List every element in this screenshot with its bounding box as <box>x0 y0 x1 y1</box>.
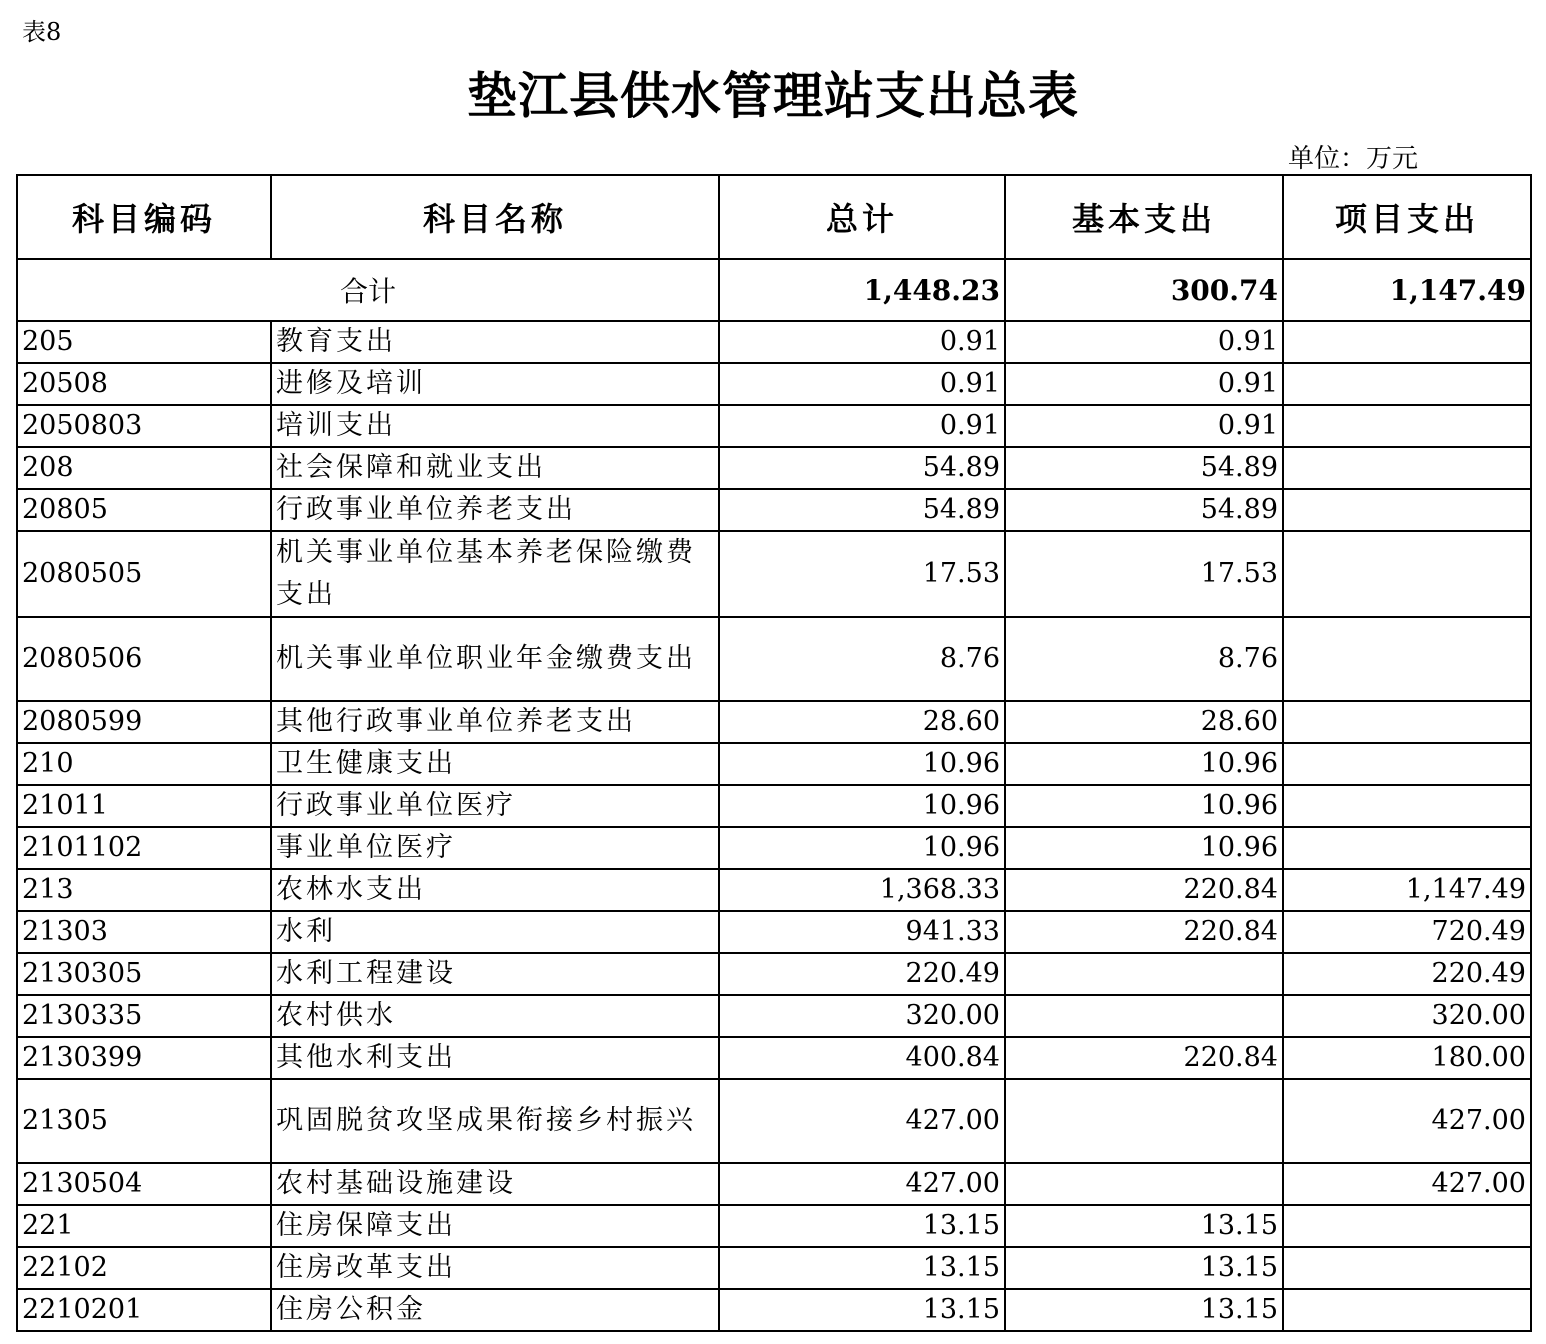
cell-name: 机关事业单位职业年金缴费支出 <box>271 617 719 701</box>
cell-total: 400.84 <box>719 1037 1005 1079</box>
cell-name: 培训支出 <box>271 405 719 447</box>
cell-project <box>1283 531 1531 617</box>
cell-name: 其他行政事业单位养老支出 <box>271 701 719 743</box>
cell-project <box>1283 701 1531 743</box>
table-row <box>17 1247 1531 1289</box>
cell-name: 进修及培训 <box>271 363 719 405</box>
cell-project: 320.00 <box>1283 995 1531 1037</box>
header-basic: 基本支出 <box>1005 175 1283 259</box>
cell-basic: 220.84 <box>1005 869 1283 911</box>
cell-basic: 0.91 <box>1005 321 1283 363</box>
cell-total: 54.89 <box>719 447 1005 489</box>
cell-project: 720.49 <box>1283 911 1531 953</box>
cell-name: 水利 <box>271 911 719 953</box>
cell-code: 21305 <box>17 1079 271 1163</box>
table-row <box>17 1037 1531 1079</box>
cell-project <box>1283 1205 1531 1247</box>
table-row <box>17 1079 1531 1163</box>
cell-basic <box>1005 995 1283 1037</box>
table-row <box>17 911 1531 953</box>
header-name: 科目名称 <box>271 175 719 259</box>
cell-project: 180.00 <box>1283 1037 1531 1079</box>
table-row <box>17 531 1531 617</box>
cell-name: 社会保障和就业支出 <box>271 447 719 489</box>
cell-total: 10.96 <box>719 743 1005 785</box>
cell-code: 2080506 <box>17 617 271 701</box>
cell-basic: 0.91 <box>1005 405 1283 447</box>
cell-code: 213 <box>17 869 271 911</box>
cell-project <box>1283 617 1531 701</box>
cell-project <box>1283 785 1531 827</box>
table-row <box>17 953 1531 995</box>
cell-name: 机关事业单位基本养老保险缴费支出 <box>271 531 719 617</box>
cell-code: 2130504 <box>17 1163 271 1205</box>
table-row <box>17 743 1531 785</box>
total-project: 1,147.49 <box>1283 259 1531 321</box>
cell-project: 220.49 <box>1283 953 1531 995</box>
table-row <box>17 1163 1531 1205</box>
cell-total: 427.00 <box>719 1079 1005 1163</box>
table-row <box>17 701 1531 743</box>
cell-name: 行政事业单位养老支出 <box>271 489 719 531</box>
cell-basic: 0.91 <box>1005 363 1283 405</box>
cell-code: 20805 <box>17 489 271 531</box>
cell-basic <box>1005 1079 1283 1163</box>
cell-total: 320.00 <box>719 995 1005 1037</box>
total-total: 1,448.23 <box>719 259 1005 321</box>
cell-basic: 220.84 <box>1005 911 1283 953</box>
cell-basic: 8.76 <box>1005 617 1283 701</box>
table-header-row <box>17 175 1531 259</box>
cell-basic <box>1005 953 1283 995</box>
header-project: 项目支出 <box>1283 175 1531 259</box>
cell-name: 农村供水 <box>271 995 719 1037</box>
header-code: 科目编码 <box>17 175 271 259</box>
cell-name: 行政事业单位医疗 <box>271 785 719 827</box>
cell-project: 1,147.49 <box>1283 869 1531 911</box>
cell-code: 205 <box>17 321 271 363</box>
cell-project <box>1283 489 1531 531</box>
cell-code: 21303 <box>17 911 271 953</box>
cell-total: 1,368.33 <box>719 869 1005 911</box>
cell-total: 0.91 <box>719 363 1005 405</box>
cell-project <box>1283 405 1531 447</box>
cell-basic: 17.53 <box>1005 531 1283 617</box>
cell-project <box>1283 827 1531 869</box>
cell-total: 220.49 <box>719 953 1005 995</box>
cell-total: 10.96 <box>719 827 1005 869</box>
cell-code: 2130335 <box>17 995 271 1037</box>
cell-name: 巩固脱贫攻坚成果衔接乡村振兴 <box>271 1079 719 1163</box>
cell-project <box>1283 1247 1531 1289</box>
table-row <box>17 447 1531 489</box>
table-row <box>17 869 1531 911</box>
cell-basic: 54.89 <box>1005 447 1283 489</box>
cell-name: 教育支出 <box>271 321 719 363</box>
table-number-label: 表8 <box>22 18 62 46</box>
cell-basic: 220.84 <box>1005 1037 1283 1079</box>
cell-code: 22102 <box>17 1247 271 1289</box>
cell-code: 21011 <box>17 785 271 827</box>
cell-code: 2101102 <box>17 827 271 869</box>
cell-project <box>1283 447 1531 489</box>
cell-basic: 13.15 <box>1005 1289 1283 1331</box>
cell-code: 2080505 <box>17 531 271 617</box>
table-row <box>17 827 1531 869</box>
cell-basic: 28.60 <box>1005 701 1283 743</box>
expenditure-table <box>16 174 1532 1332</box>
header-total: 总计 <box>719 175 1005 259</box>
cell-code: 221 <box>17 1205 271 1247</box>
table-body <box>17 259 1531 1331</box>
cell-code: 208 <box>17 447 271 489</box>
cell-total: 54.89 <box>719 489 1005 531</box>
table-row <box>17 1205 1531 1247</box>
total-basic: 300.74 <box>1005 259 1283 321</box>
cell-code: 2130399 <box>17 1037 271 1079</box>
cell-basic: 10.96 <box>1005 827 1283 869</box>
cell-total: 13.15 <box>719 1289 1005 1331</box>
cell-total: 17.53 <box>719 531 1005 617</box>
cell-name: 水利工程建设 <box>271 953 719 995</box>
cell-name: 卫生健康支出 <box>271 743 719 785</box>
page-title: 垫江县供水管理站支出总表 <box>467 66 1079 125</box>
unit-label: 单位：万元 <box>1288 144 1419 174</box>
cell-code: 2080599 <box>17 701 271 743</box>
cell-project <box>1283 363 1531 405</box>
table-row <box>17 995 1531 1037</box>
cell-code: 2130305 <box>17 953 271 995</box>
table-row <box>17 617 1531 701</box>
cell-name: 农村基础设施建设 <box>271 1163 719 1205</box>
table-row <box>17 1289 1531 1331</box>
cell-code: 210 <box>17 743 271 785</box>
cell-code: 20508 <box>17 363 271 405</box>
table-row <box>17 363 1531 405</box>
cell-total: 28.60 <box>719 701 1005 743</box>
cell-total: 8.76 <box>719 617 1005 701</box>
cell-total: 941.33 <box>719 911 1005 953</box>
cell-total: 0.91 <box>719 321 1005 363</box>
cell-name: 其他水利支出 <box>271 1037 719 1079</box>
table-row <box>17 489 1531 531</box>
total-label: 合计 <box>17 259 719 321</box>
cell-name: 住房公积金 <box>271 1289 719 1331</box>
table-row <box>17 321 1531 363</box>
cell-name: 事业单位医疗 <box>271 827 719 869</box>
cell-total: 13.15 <box>719 1205 1005 1247</box>
cell-total: 10.96 <box>719 785 1005 827</box>
cell-basic: 13.15 <box>1005 1247 1283 1289</box>
cell-name: 农林水支出 <box>271 869 719 911</box>
cell-basic: 10.96 <box>1005 743 1283 785</box>
cell-project <box>1283 321 1531 363</box>
cell-basic: 10.96 <box>1005 785 1283 827</box>
cell-name: 住房改革支出 <box>271 1247 719 1289</box>
cell-code: 2210201 <box>17 1289 271 1331</box>
cell-total: 427.00 <box>719 1163 1005 1205</box>
cell-code: 2050803 <box>17 405 271 447</box>
cell-project: 427.00 <box>1283 1079 1531 1163</box>
total-row <box>17 259 1531 321</box>
cell-project: 427.00 <box>1283 1163 1531 1205</box>
cell-total: 13.15 <box>719 1247 1005 1289</box>
table-row <box>17 785 1531 827</box>
cell-basic <box>1005 1163 1283 1205</box>
cell-project <box>1283 1289 1531 1331</box>
cell-basic: 13.15 <box>1005 1205 1283 1247</box>
cell-total: 0.91 <box>719 405 1005 447</box>
cell-basic: 54.89 <box>1005 489 1283 531</box>
table-row <box>17 405 1531 447</box>
cell-name: 住房保障支出 <box>271 1205 719 1247</box>
cell-project <box>1283 743 1531 785</box>
